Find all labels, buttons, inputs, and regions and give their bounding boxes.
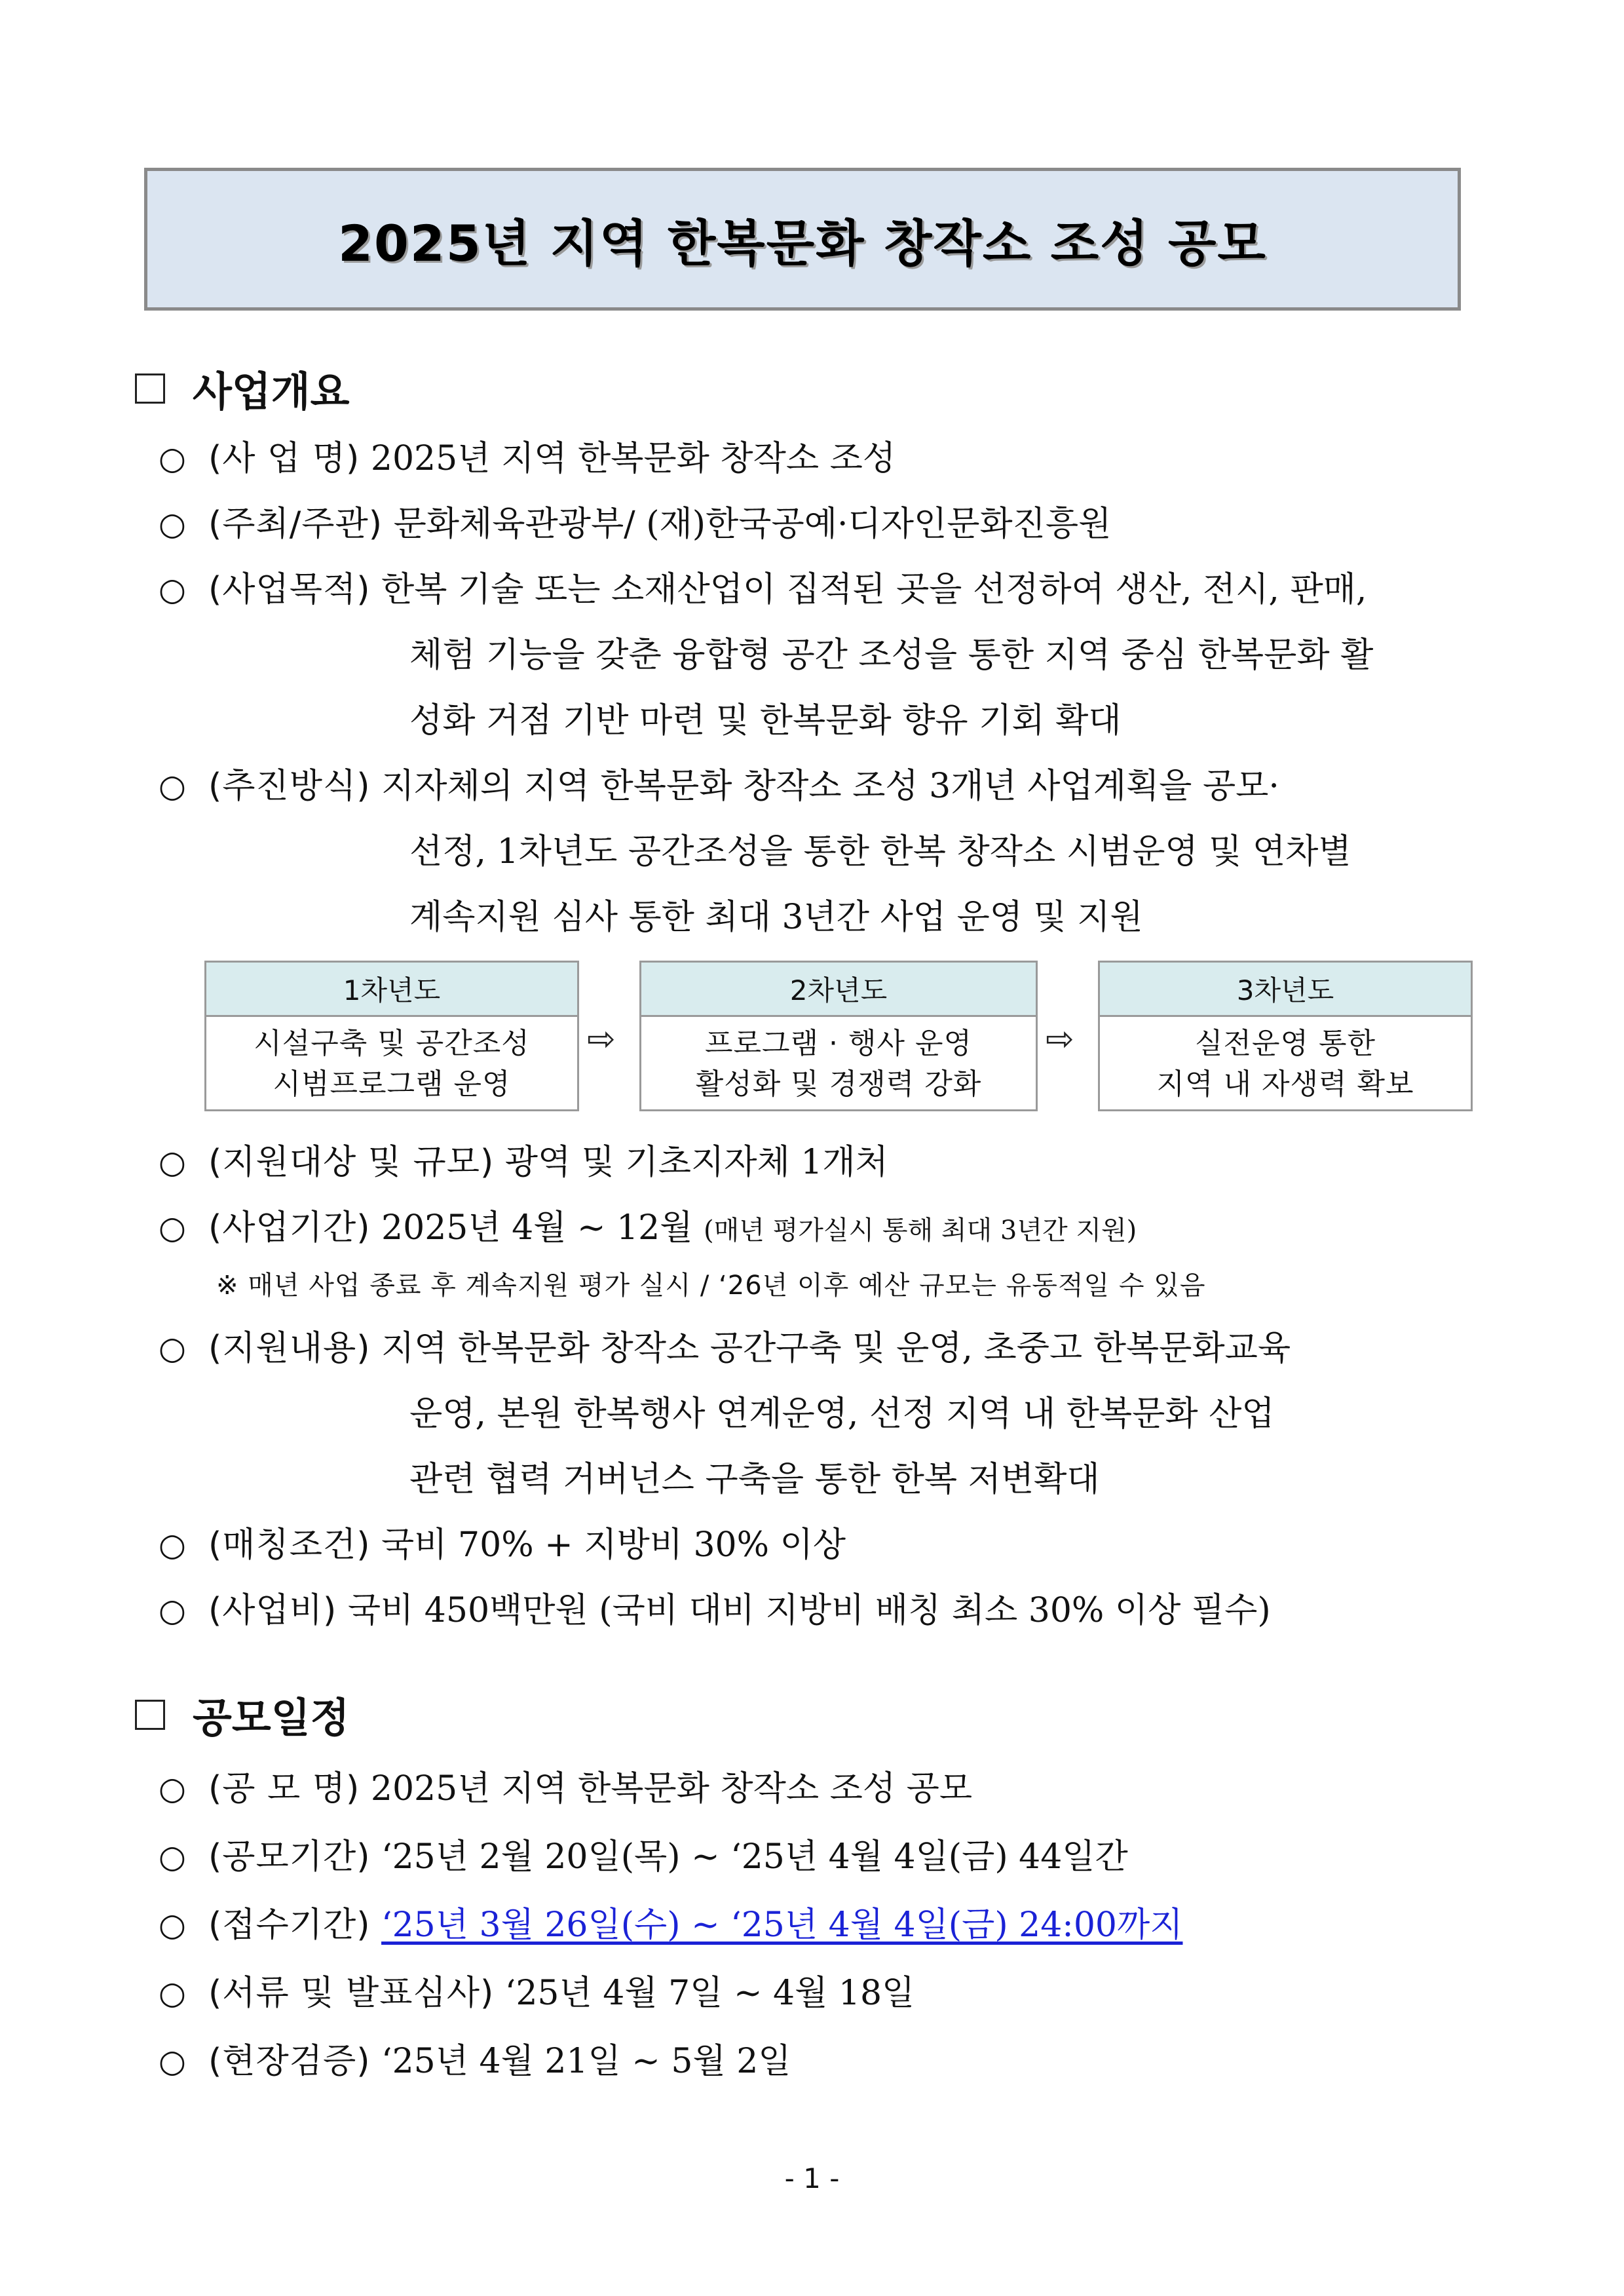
arrow-right-icon: ⇨ [1046, 1020, 1074, 1059]
section-heading-schedule [135, 1685, 350, 1744]
item-label: (사 업 명) [208, 439, 360, 478]
circle-bullet-icon: ○ [159, 1907, 186, 1943]
item-text: 2025년 지역 한복문화 창작소 조성 [370, 439, 896, 478]
section-heading-overview [135, 359, 350, 417]
circle-bullet-icon: ○ [159, 1839, 186, 1875]
item-text: 광역 및 기초지자체 1개처 [504, 1143, 888, 1182]
flow-step-head: 1차년도 [206, 963, 577, 1017]
section-title: 공모일정 [193, 1694, 350, 1742]
item-label: (지원내용) [208, 1329, 371, 1368]
item-label: (사업기간) [208, 1208, 371, 1248]
circle-bullet-icon: ○ [159, 571, 186, 608]
page-number: - 1 - [784, 2162, 840, 2194]
checkbox-square-icon [135, 373, 165, 404]
item-text: 지역 한복문화 창작소 공간구축 및 운영, 초중고 한복문화교육 [381, 1329, 1291, 1368]
title-box [144, 168, 1461, 311]
submission-period-link[interactable]: ‘25년 3월 26일(수) ~ ‘25년 4월 4일(금) 24:00까지 [381, 1905, 1183, 1945]
page-title: 2025년 지역 한복문화 창작소 조성 공모 [338, 214, 1267, 273]
item-label: (사업비) [208, 1591, 337, 1630]
item-text: ‘25년 4월 21일 ~ 5월 2일 [381, 2042, 791, 2081]
checkbox-square-icon [135, 1700, 165, 1730]
circle-bullet-icon: ○ [159, 506, 186, 543]
item-text: 2025년 4월 ~ 12월 [381, 1208, 693, 1248]
circle-bullet-icon: ○ [159, 1975, 186, 2012]
item-label: (매칭조건) [208, 1525, 371, 1565]
circle-bullet-icon: ○ [159, 768, 186, 805]
flow-step-line: 실전운영 통한 [1194, 1027, 1376, 1060]
item-text-continued: 성화 거점 기반 마련 및 한복문화 향유 기회 확대 [409, 701, 1122, 740]
item-label: (서류 및 발표심사) [208, 1974, 495, 2013]
circle-bullet-icon: ○ [159, 1592, 186, 1629]
item-label: (주최/주관) [208, 505, 383, 544]
flow-step-line: 지역 내 자생력 확보 [1156, 1067, 1414, 1101]
item-text-continued: 체험 기능을 갖춘 융합형 공간 조성을 통한 지역 중심 한복문화 활 [409, 636, 1374, 675]
circle-bullet-icon: ○ [159, 1527, 186, 1563]
flow-step-line: 시범프로그램 운영 [273, 1067, 511, 1101]
flow-step-year1 [204, 961, 579, 1111]
flow-step-line: 프로그램 · 행사 운영 [705, 1027, 972, 1060]
item-label: (현장검증) [208, 2042, 371, 2081]
circle-bullet-icon: ○ [159, 1770, 186, 1807]
item-label: (추진방식) [208, 767, 371, 806]
item-label: (지원대상 및 규모) [208, 1143, 495, 1182]
item-label: (공모기간) [208, 1837, 371, 1877]
flow-step-head: 2차년도 [641, 963, 1036, 1017]
circle-bullet-icon: ○ [159, 2043, 186, 2080]
item-text-continued: 관련 협력 거버넌스 구축을 통한 한복 저변확대 [409, 1460, 1100, 1499]
circle-bullet-icon: ○ [159, 1330, 186, 1367]
item-text: 2025년 지역 한복문화 창작소 조성 공모 [370, 1769, 973, 1808]
flow-step-line: 시설구축 및 공간조성 [254, 1027, 530, 1060]
flow-step-head: 3차년도 [1100, 963, 1471, 1017]
item-text: 국비 450백만원 (국비 대비 지방비 배칭 최소 30% 이상 필수) [347, 1591, 1271, 1630]
item-text: 지자체의 지역 한복문화 창작소 조성 3개년 사업계획을 공모· [381, 767, 1279, 806]
item-text: 한복 기술 또는 소재산업이 집적된 곳을 선정하여 생산, 전시, 판매, [381, 570, 1367, 609]
item-note: (매년 평가실시 통해 최대 3년간 지원) [704, 1215, 1137, 1246]
item-text: 국비 70% + 지방비 30% 이상 [381, 1525, 846, 1565]
circle-bullet-icon: ○ [159, 1144, 186, 1181]
item-text-continued: 운영, 본원 한복행사 연계운영, 선정 지역 내 한복문화 산업 [409, 1394, 1275, 1434]
flow-step-year2 [639, 961, 1038, 1111]
item-text: ‘25년 2월 20일(목) ~ ‘25년 4월 4일(금) 44일간 [381, 1837, 1128, 1877]
item-label: (사업목적) [208, 570, 371, 609]
item-text-continued: 선정, 1차년도 공간조성을 통한 한복 창작소 시범운영 및 연차별 [409, 832, 1351, 871]
flow-step-year3 [1098, 961, 1473, 1111]
item-label: (접수기간) [208, 1905, 371, 1945]
notice-text: ※ 매년 사업 종료 후 계속지원 평가 실시 / ‘26년 이후 예산 규모는 유동적일 수 있음 [216, 1271, 1206, 1301]
section-title: 사업개요 [193, 368, 350, 415]
circle-bullet-icon: ○ [159, 440, 186, 477]
circle-bullet-icon: ○ [159, 1210, 186, 1246]
item-text-continued: 계속지원 심사 통한 최대 3년간 사업 운영 및 지원 [409, 898, 1143, 937]
item-label: (공 모 명) [208, 1769, 360, 1808]
flow-step-line: 활성화 및 경쟁력 강화 [695, 1067, 982, 1101]
item-text: ‘25년 4월 7일 ~ 4월 18일 [504, 1974, 915, 2013]
arrow-right-icon: ⇨ [587, 1020, 616, 1059]
item-text: 문화체육관광부/ (재)한국공예·디자인문화진흥원 [393, 505, 1112, 544]
